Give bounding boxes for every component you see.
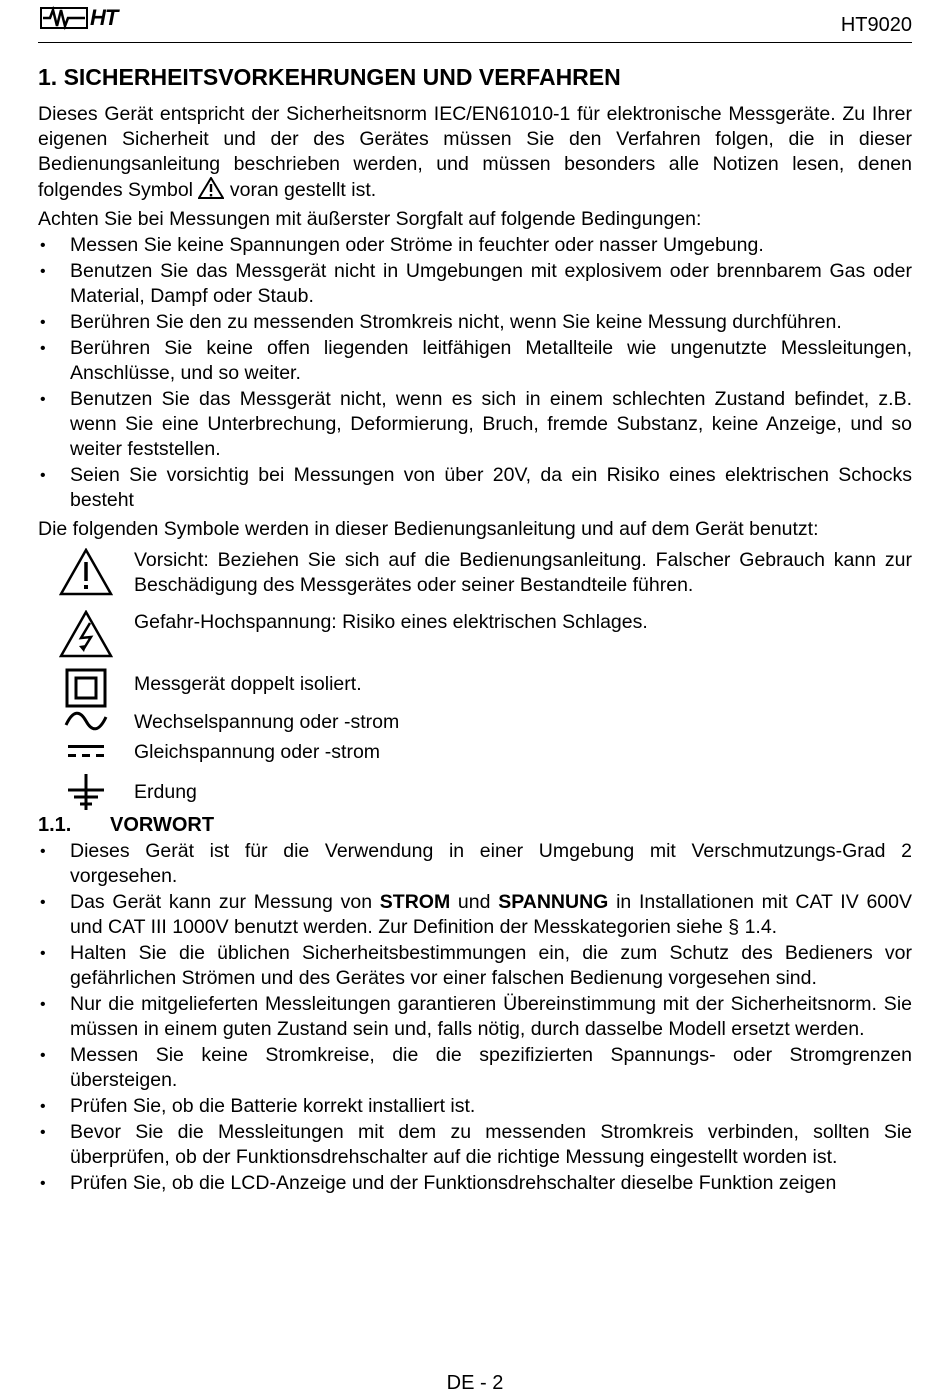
list-item: • Bevor Sie die Messleitungen mit dem zu messenden Stromkreis verbinden, sollten Sie überprüfen, ob der Funktionsdrehschalter auf die richtige Messung eingestellt worden ist. (38, 1120, 912, 1170)
model-number: HT9020 (840, 14, 912, 36)
warning-triangle-icon (59, 548, 113, 596)
page-content (38, 62, 912, 1196)
ac-wave-icon (63, 710, 109, 732)
symbol-row (38, 610, 912, 668)
symbol-row (38, 774, 912, 808)
symbol-description: Gleichspannung oder -strom (134, 741, 381, 763)
subsection-heading: VORWORT (110, 814, 215, 836)
ground-icon (66, 774, 106, 812)
subsection-number: 1.1. (38, 814, 72, 836)
symbol-row (38, 710, 912, 740)
symbol-description: Erdung (134, 781, 197, 803)
foreword-list (38, 839, 912, 1196)
symbol-description: Vorsicht: Beziehen Sie sich auf die Bedienungsanleitung. Falscher Gebrauch kann zur Beschädigung des Messgerätes oder seiner Bestandteile führen. (134, 549, 912, 596)
list-item: • Messen Sie keine Spannungen oder Ströme in feuchter oder nasser Umgebung. (38, 233, 912, 258)
symbol-description: Wechselspannung oder -strom (134, 711, 400, 733)
page-header (38, 0, 912, 43)
section-title: 1. SICHERHEITSVORKEHRUNGEN UND VERFAHREN (38, 64, 621, 90)
dc-icon (66, 740, 106, 762)
conditions-list (38, 233, 912, 513)
symbol-row (38, 740, 912, 774)
conditions-lead: Achten Sie bei Messungen mit äußerster Sorgfalt auf folgende Bedingungen: (38, 208, 702, 230)
list-item: • Berühren Sie keine offen liegenden leitfähigen Metallteile wie ungenutzte Messleitungen, Anschlüsse, und so weiter. (38, 336, 912, 386)
brand-name: HT (90, 5, 118, 30)
symbol-description: Messgerät doppelt isoliert. (134, 673, 362, 695)
list-item: • Dieses Gerät ist für die Verwendung in einer Umgebung mit Verschmutzungs-Grad 2 vorgesehen. (38, 839, 912, 889)
list-item: • Prüfen Sie, ob die Batterie korrekt installiert ist. (38, 1094, 912, 1119)
high-voltage-icon (59, 610, 113, 658)
symbols-table (38, 548, 912, 808)
warning-icon (198, 177, 224, 199)
list-item: • Nur die mitgelieferten Messleitungen garantieren Übereinstimmung mit der Sicherheitsnorm. Sie müssen in einem guten Zustand sein und, falls nötig, durch dasselbe Modell ersetzt werden. (38, 992, 912, 1042)
list-item: • Berühren Sie den zu messenden Stromkreis nicht, wenn Sie keine Messung durchführen. (38, 310, 912, 335)
subsection-title (38, 812, 912, 838)
list-item: • Benutzen Sie das Messgerät nicht, wenn es sich in einem schlechten Zustand befindet, z.B. wenn Sie eine Unterbrechung, Deformierung, Bruch, fremde Substanz, keine Anzeige, und so weiter feststellen. (38, 387, 912, 462)
list-item: • Prüfen Sie, ob die LCD-Anzeige und der Funktionsdrehschalter dieselbe Funktion zeigen (38, 1171, 912, 1196)
bold-term: SPANNUNG (498, 891, 609, 913)
intro-paragraph (38, 102, 912, 203)
list-item: • Benutzen Sie das Messgerät nicht in Umgebungen mit explosivem oder brennbarem Gas oder Material, Dampf oder Staub. (38, 259, 912, 309)
double-insulation-icon (64, 668, 108, 708)
page-number: DE - 2 (446, 1372, 504, 1394)
list-item: • Seien Sie vorsichtig bei Messungen von über 20V, da ein Risiko eines elektrischen Schocks besteht (38, 463, 912, 513)
symbol-description: Gefahr-Hochspannung: Risiko eines elektrischen Schlages. (134, 611, 648, 633)
ht-logo-icon (40, 5, 88, 31)
intro-text: Dieses Gerät entspricht der Sicherheitsnorm IEC/EN61010-1 für elektronische Messgeräte. Zu Ihrer eigenen Sicherheit und der des Gerätes müssen Sie den Verfahren folgen, die in dieser Bedienungsanleitung beschrieben werden, und müssen besonders alle Notizen lesen, denen folgendes Symbol (38, 103, 912, 201)
bold-term: STROM (379, 891, 451, 913)
list-item: • Messen Sie keine Stromkreise, die die spezifizierten Spannungs- oder Stromgrenzen übersteigen. (38, 1043, 912, 1093)
list-item: • Halten Sie die üblichen Sicherheitsbestimmungen ein, die zum Schutz des Bedieners vor gefährlichen Strömen und des Gerätes vor einer falschen Bedienung vorgesehen sind. (38, 941, 912, 991)
symbol-row (38, 548, 912, 610)
brand-logo (40, 4, 117, 32)
symbols-lead: Die folgenden Symbole werden in dieser Bedienungsanleitung und auf dem Gerät benutzt: (38, 518, 819, 540)
list-item: • Das Gerät kann zur Messung von STROM und SPANNUNG in Installationen mit CAT IV 600V und CAT III 1000V benutzt werden. Zur Definition der Messkategorien siehe § 1.4. (38, 890, 912, 940)
intro-text-end: voran gestellt ist. (229, 179, 377, 201)
symbol-row (38, 668, 912, 710)
